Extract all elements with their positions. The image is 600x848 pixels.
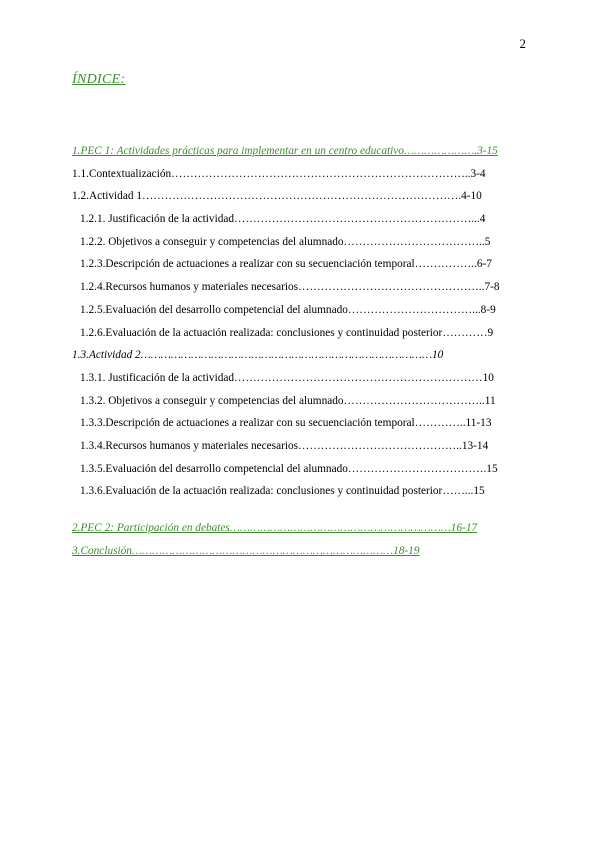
toc-entry-label: 1.3.Actividad 2 (72, 349, 141, 362)
toc-entry (72, 163, 528, 186)
toc-leader-dots: …………………………………………………………………………… (140, 349, 433, 362)
toc-entry (80, 435, 528, 458)
toc-entry (80, 367, 528, 390)
toc-entry[interactable] (72, 140, 528, 163)
toc-entry (80, 208, 528, 231)
toc-entry-label: 1.2.2. Objetivos a conseguir y competencias del alumnado (80, 235, 344, 248)
toc-entry (72, 185, 528, 208)
toc-entry-page: 15 (473, 485, 485, 498)
toc-entry-page: 4-10 (461, 190, 482, 203)
toc-entry-label: 1.2.3.Descripción de actuaciones a realizar con su secuenciación temporal (80, 258, 415, 271)
toc-entry-page: 9 (487, 326, 494, 339)
toc-entry-label: 3.Conclusión (72, 544, 132, 557)
toc-entry-page: 18-19 (393, 544, 420, 557)
toc-leader-dots: …………………………………………………………………….. (171, 167, 471, 180)
index-title: ÍNDICE: (72, 72, 126, 87)
toc-leader-dots: …………………………………….. (298, 439, 462, 452)
toc-leader-dots: ……………………………... (347, 303, 481, 316)
toc-entry-page: 3-15 (477, 145, 498, 157)
toc-entry-label: 1.2.5.Evaluación del desarrollo competencial del alumnado (80, 303, 348, 316)
toc-entry-label: 1.2.6.Evaluación de la actuación realizada: conclusiones y continuidad posterior (80, 326, 443, 339)
toc-entry-page: 4 (479, 213, 486, 226)
toc-entry-page: 6-7 (476, 258, 492, 271)
toc-entry (80, 480, 528, 503)
toc-entry-page: 13-14 (461, 439, 489, 452)
toc-entry (80, 253, 528, 276)
toc-entry-label: 1.1.Contextualización (72, 167, 172, 180)
toc-entry-label: 2.PEC 2: Participación en debates (72, 522, 230, 534)
toc-entry-label: 1.3.4.Recursos humanos y materiales necesarios (80, 439, 299, 452)
toc-entry-label: 1.3.6.Evaluación de la actuación realizada: conclusiones y continuidad posterior (80, 485, 443, 498)
toc-entry-label: 1.2.Actividad 1 (72, 190, 142, 203)
toc-entry-page: 16-17 (450, 522, 478, 534)
toc-entry-page: 11 (484, 394, 496, 407)
toc-entry-label: 1.3.5.Evaluación del desarrollo competencial del alumnado (80, 462, 348, 475)
toc-entry-page: 11-13 (465, 417, 492, 430)
page-number: 2 (519, 36, 526, 51)
toc-entry-label: 1.2.1. Justificación de la actividad (80, 213, 235, 226)
toc-leader-dots: ………………………………………………………... (234, 213, 480, 226)
toc-entry-page: 10 (432, 349, 444, 362)
toc-entry-page: 8-9 (480, 303, 496, 316)
toc-entry (80, 276, 528, 299)
toc-leader-dots: ………………………………………………………… (234, 371, 483, 384)
toc-leader-dots: ………………………………………………………… (229, 522, 451, 534)
toc-entry (80, 390, 528, 413)
toc-gap (72, 503, 528, 517)
toc-entry-page: 3-4 (470, 167, 486, 180)
toc-entry[interactable] (72, 517, 528, 540)
table-of-contents (72, 140, 528, 562)
toc-entry-label: 1.3.1. Justificación de la actividad (80, 371, 235, 384)
toc-entry (80, 322, 528, 345)
toc-leader-dots: …………………. (403, 145, 478, 157)
toc-entry[interactable] (72, 540, 528, 563)
toc-leader-dots: ……………………………….. (343, 394, 485, 407)
toc-entry (80, 412, 528, 435)
toc-leader-dots: ………………………………………….. (298, 281, 485, 294)
toc-entry (80, 458, 528, 481)
toc-leader-dots: ……………………………….. (343, 235, 485, 248)
toc-leader-dots: ………………………………. (347, 462, 487, 475)
toc-entry-page: 15 (486, 462, 498, 475)
toc-leader-dots: …………….. (414, 258, 477, 271)
toc-entry-label: 1.3.2. Objetivos a conseguir y competencias del alumnado (80, 394, 344, 407)
toc-leader-dots: …………………………………………………………………… (131, 544, 394, 557)
toc-entry (80, 299, 528, 322)
toc-entry-label: 1.PEC 1: Actividades prácticas para implementar en un centro educativo (72, 145, 404, 157)
toc-leader-dots: ……... (442, 485, 474, 498)
toc-leader-dots: ………….. (414, 417, 466, 430)
toc-entry-label: 1.2.4.Recursos humanos y materiales necesarios (80, 281, 299, 294)
toc-entry-page: 10 (482, 371, 494, 384)
toc-entry-page: 5 (484, 235, 491, 248)
toc-entry (72, 344, 528, 367)
toc-leader-dots: …………………………………………………………………………. (141, 190, 462, 203)
toc-leader-dots: ………… (442, 326, 488, 339)
toc-entry-label: 1.3.3.Descripción de actuaciones a realizar con su secuenciación temporal (80, 417, 415, 430)
toc-entry (80, 231, 528, 254)
toc-entry-page: 7-8 (484, 281, 500, 294)
